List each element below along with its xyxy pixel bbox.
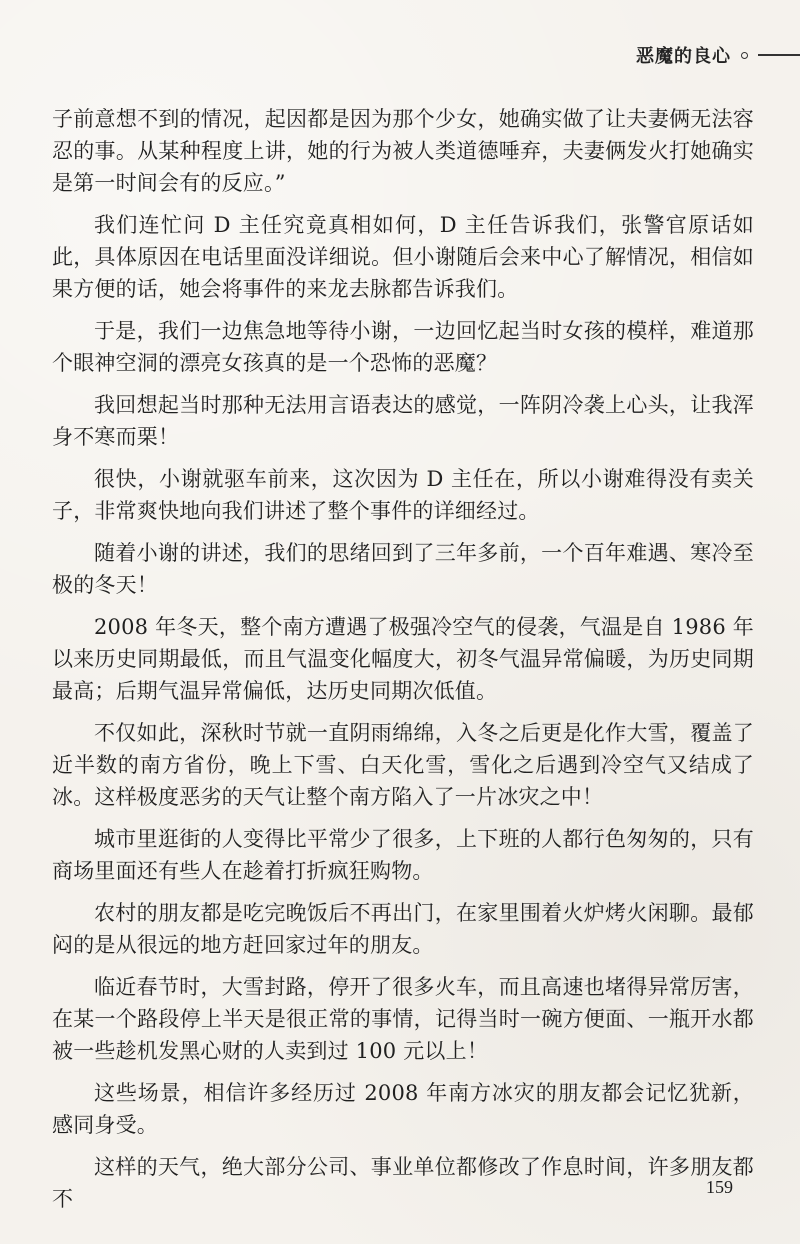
paragraph: 2008 年冬天，整个南方遭遇了极强冷空气的侵袭，气温是自 1986 年以来历史同期最低，而且气温变化幅度大，初冬气温异常偏暖，为历史同期最高；后期气温异常偏低，达历史同期次低值。 [52, 615, 754, 703]
header-circle-icon [741, 52, 748, 59]
paragraph: 随着小谢的讲述，我们的思绪回到了三年多前，一个百年难遇、寒冷至极的冬天！ [52, 541, 754, 597]
paragraph: 农村的朋友都是吃完晚饭后不再出门，在家里围着火炉烤火闲聊。最郁闷的是从很远的地方赶回家过年的朋友。 [52, 901, 754, 957]
header-rule [758, 54, 800, 56]
paragraph: 这样的天气，绝大部分公司、事业单位都修改了作息时间，许多朋友都不 [52, 1155, 754, 1211]
paragraph: 临近春节时，大雪封路，停开了很多火车，而且高速也堵得异常厉害，在某一个路段停上半天是很正常的事情，记得当时一碗方便面、一瓶开水都被一些趁机发黑心财的人卖到过 100 元以上！ [52, 975, 754, 1063]
body-text [52, 103, 754, 1225]
paragraph: 城市里逛街的人变得比平常少了很多，上下班的人都行色匆匆的，只有商场里面还有些人在趁着打折疯狂购物。 [52, 827, 754, 883]
paragraph: 很快，小谢就驱车前来，这次因为 D 主任在，所以小谢难得没有卖关子，非常爽快地向我们讲述了整个事件的详细经过。 [52, 467, 754, 523]
running-header [636, 41, 800, 69]
running-header-title: 恶魔的良心 [636, 46, 731, 67]
paragraph: 子前意想不到的情况，起因都是因为那个少女，她确实做了让夫妻俩无法容忍的事。从某种程度上讲，她的行为被人类道德唾弃，夫妻俩发火打她确实是第一时间会有的反应。” [52, 107, 754, 195]
paragraph: 不仅如此，深秋时节就一直阴雨绵绵，入冬之后更是化作大雪，覆盖了近半数的南方省份，晚上下雪、白天化雪，雪化之后遇到冷空气又结成了冰。这样极度恶劣的天气让整个南方陷入了一片冰灾之中！ [52, 721, 754, 809]
paragraph: 这些场景，相信许多经历过 2008 年南方冰灾的朋友都会记忆犹新，感同身受。 [52, 1081, 754, 1137]
paragraph: 于是，我们一边焦急地等待小谢，一边回忆起当时女孩的模样，难道那个眼神空洞的漂亮女孩真的是一个恐怖的恶魔？ [52, 319, 754, 375]
page-number: 159 [706, 1177, 733, 1197]
paragraph: 我们连忙问 D 主任究竟真相如何，D 主任告诉我们，张警官原话如此，具体原因在电话里面没详细说。但小谢随后会来中心了解情况，相信如果方便的话，她会将事件的来龙去脉都告诉我们。 [52, 213, 754, 301]
paragraph: 我回想起当时那种无法用言语表达的感觉，一阵阴冷袭上心头，让我浑身不寒而栗！ [52, 393, 754, 449]
